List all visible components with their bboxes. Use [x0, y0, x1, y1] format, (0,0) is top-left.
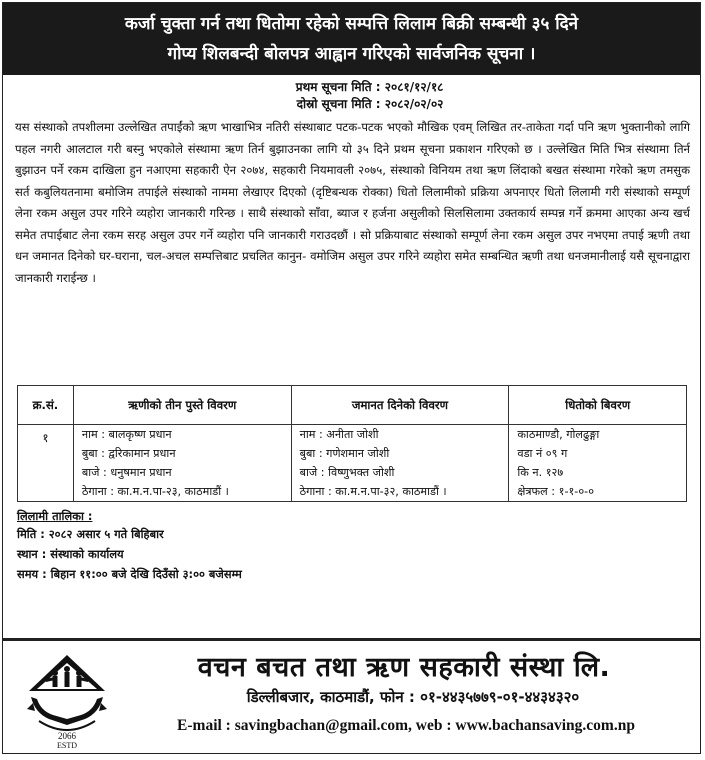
notice-dates [3, 75, 700, 113]
first-notice-date-label: प्रथम सूचना मिति [295, 80, 372, 94]
col-header-borrower: ऋणीको तीन पुस्ते विवरण [73, 386, 291, 425]
organization-footer [3, 638, 700, 753]
notice-title-line-2: गोप्य शिलबन्दी बोलपत्र आह्वान गरिएको सार्वजनिक सूचना । [167, 44, 536, 64]
logo-year: 2066 [58, 731, 76, 741]
row-sn: १ [18, 425, 74, 502]
auction-time: समय : बिहान ११:०० बजे देखि दिउँसो ३:०० बजेसम्म [17, 567, 242, 581]
organization-address: डिल्लीबजार, काठमाडौं, फोन : ०१-४४३५७७९-०१-४४३४३२० [246, 688, 580, 706]
auction-time-value: बिहान ११:०० बजे देखि दिउँसो ३:०० बजेसम्म [50, 567, 242, 581]
col-header-sn: क्र.सं. [18, 386, 74, 425]
first-notice-date: प्रथम सूचना मिति : २०८१/१२/१८ [3, 79, 700, 96]
auction-place: स्थान : संस्थाको कार्यालय [17, 547, 124, 561]
logo-emblem-icon [25, 653, 109, 749]
col-header-collateral: धितोको बिवरण [509, 386, 687, 425]
auction-place-label: स्थान [17, 547, 38, 561]
second-notice-date: दोस्रो सूचना मिति : २०८२/०२/०२ [3, 96, 700, 113]
auction-date-value: २०८२ असार ५ गते बिहिबार [48, 527, 164, 541]
logo-estd: ESTD [57, 741, 77, 749]
table-row [18, 425, 687, 502]
collateral-ward: वडा नं ०९ ग [517, 447, 568, 460]
guarantor-grandfather: बाजे : विष्णुभक्त जोशी [299, 466, 395, 479]
borrower-cell [73, 425, 291, 502]
guarantor-address: ठेगाना : का.म.न.पा-३२, काठमाडौं । [299, 485, 447, 498]
notice-header [3, 3, 700, 75]
collateral-cell [509, 425, 687, 502]
notice-body: यस संस्थाको तपशीलमा उल्लेखित तपाईंको ऋण भाखाभित्र नतिरी संस्थाबाट पटक-पटक भएको मौखिक एवम् लिखित तर-ताकेता गर्दा पनि ऋण भुक्तानीको लागि पहल नगरी आलटाल गरी बस्नु भएकोले संस्थामा ऋण तिर्न बुझाउनका लागि यो ३५ दिने प्रथम सूचना प्रकाशन गरिएको छ । उल्लेखित मिति भित्र संस्थामा तिर्न बुझाउन पर्ने रकम दाखिला हुन नआएमा सहकारी ऐन २०७४, सहकारी नियमावली २०७५, संस्थाको विनियम तथा ऋण लिंदाको बखत संस्थामा गरेको ऋण तमसुक सर्त कबुलियतनामा बमोजिम तपाईले संस्थाको नाममा लेखाएर दिएको (दृष्टिबन्धक रोक्का) धितो लिलामीको प्रक्रिया अपनाएर धितो लिलामी गरी संस्थाको सम्पूर्ण लेना रकम असुल उपर गरिने व्यहोरा जानकारी गरिन्छ । साथै संस्थाको साँवा, ब्याज र हर्जना असुलीको सिलसिलामा उक्तकार्य सम्पन्न गर्ने क्रममा आएका अन्य खर्च समेत तपाईबाट लेना रकम सरह असुल उपर गर्ने व्यहोरा पनि जानकारी गराउदछौं । सो प्रक्रियाबाट संस्थाको सम्पूर्ण लेना रकम असुल उपर नभएमा तपाई ऋणी तथा धन जमानत दिनेको घर-घराना, चल-अचल सम्पत्तिबाट प्रचलित कानुन- वमोजिम असुल उपर गरिने व्यहोरा समेत सम्बन्धित ऋणी तथा धनजमानीलाई यसै सूचनाद्वारा जानकारी गराईन्छ । [15, 120, 690, 285]
details-table [17, 385, 687, 502]
borrower-father: बुबा : द्वरिकामान प्रधान [81, 447, 176, 460]
organization-contact: E-mail : savingbachan@gmail.com, web : www.bachansaving.com.np [177, 717, 635, 734]
col-header-guarantor: जमानत दिनेको विवरण [291, 386, 509, 425]
second-notice-date-value: २०८२/०२/०२ [384, 97, 444, 111]
borrower-name: नाम : बालकृष्ण प्रधान [81, 428, 172, 441]
second-notice-date-label: दोस्रो सूचना मिति [296, 97, 372, 111]
auction-schedule [3, 502, 700, 584]
table-header-row [18, 386, 687, 425]
auction-date: मिति : २०८२ असार ५ गते बिहिबार [17, 527, 164, 541]
borrower-grandfather: बाजे : धनुषमान प्रधान [81, 466, 172, 479]
collateral-area: क्षेत्रफल : १-१-०-० [517, 485, 595, 498]
auction-schedule-title: लिलामी तालिका : [17, 509, 93, 523]
auction-time-label: समय [17, 567, 39, 581]
organization-logo [25, 653, 109, 749]
collateral-location: काठमाण्डौ, गोलढुङ्गा [517, 428, 600, 441]
auction-date-label: मिति [17, 527, 37, 541]
borrower-address: ठेगाना : का.म.न.पा-२३, काठमाडौं । [81, 485, 229, 498]
notice-page [2, 2, 701, 754]
first-notice-date-value: २०८१/१२/१८ [384, 80, 444, 94]
organization-name: वचन बचत तथा ऋण सहकारी संस्था लि. [197, 652, 611, 683]
auction-place-value: संस्थाको कार्यालय [50, 547, 124, 561]
guarantor-cell [291, 425, 509, 502]
guarantor-father: बुबा : गणेशमान जोशी [299, 447, 390, 460]
notice-title-line-1: कर्जा चुक्ता गर्न तथा धितोमा रहेको सम्पत्ति लिलाम बिक्री सम्बन्धी ३५ दिने [124, 14, 579, 34]
collateral-plot: कि न. १२७ [517, 466, 564, 479]
guarantor-name: नाम : अनीता जोशी [299, 428, 379, 441]
